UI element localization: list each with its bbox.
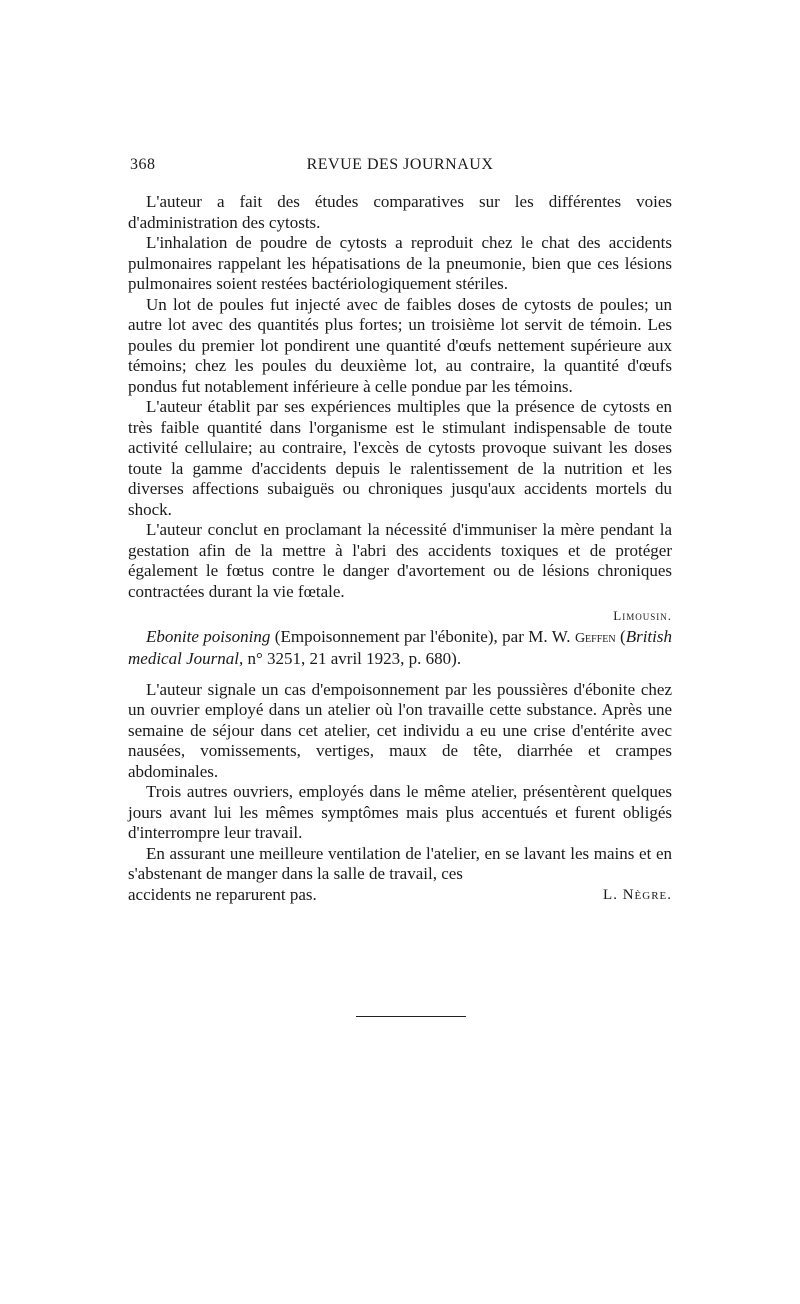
closing-line bbox=[128, 885, 672, 906]
page-number: 368 bbox=[130, 156, 156, 173]
review-ebonite bbox=[128, 627, 672, 906]
article-title: Ebonite poisoning bbox=[146, 626, 271, 646]
page-header bbox=[130, 156, 670, 180]
citation-details: n° 3251, 21 avril 1923, p. 680). bbox=[243, 649, 462, 668]
article-author: Geffen bbox=[574, 630, 616, 646]
paragraph: L'auteur conclut en proclamant la nécessité d'immuniser la mère pendant la gestation afin de la mettre à l'abri des accidents toxiques et de protéger également le fœtus contre le danger d'avortement ou de lésions chroniques contractées durant la vie fœtale. bbox=[128, 520, 672, 601]
review-cytosts bbox=[128, 192, 672, 627]
bibliographic-citation bbox=[128, 627, 672, 670]
article-body bbox=[128, 192, 672, 905]
journal-name: British medical Journal, bbox=[128, 626, 672, 668]
paragraph: En assurant une meilleure ventilation de l'atelier, en se lavant les mains et en s'abstenant de manger dans la salle de travail, ces bbox=[128, 843, 672, 883]
paragraph: L'auteur établit par ses expériences multiples que la présence de cytosts en très faible quantité dans l'organisme est le stimulant indispensable de toute activité cellulaire; au contraire, l'excès de cytosts provoque suivant les doses toute la gamme d'accidents depuis le ralentissement de la nutrition et les diverses affections subaiguës ou chroniques jusqu'aux accidents mortels du shock. bbox=[128, 397, 672, 519]
running-title: REVUE DES JOURNAUX bbox=[306, 156, 494, 173]
review-signature: L. Nègre. bbox=[603, 886, 672, 903]
citation-paren: ( bbox=[615, 626, 626, 646]
paragraph: Trois autres ouvriers, employés dans le même atelier, présentèrent quelques jours avant lui les mêmes symptômes mais plus accentués et furent obligés d'interrompre leur travail. bbox=[128, 782, 672, 842]
paragraph: Un lot de poules fut injecté avec de faibles doses de cytosts de poules; un autre lot avec des quantités plus fortes; un troisième lot servit de témoin. Les poules du premier lot pondirent une quantité d'œufs nettement supérieure aux témoins; chez les poules du deuxième lot, au contraire, la quantité d'œufs pondus fut notablement inférieure à celle pondue par les témoins. bbox=[128, 294, 672, 396]
paragraph: L'auteur a fait des études comparatives sur les différentes voies d'administration des cytosts. bbox=[128, 192, 672, 232]
review-signature: Limousin. bbox=[613, 608, 672, 623]
closing-text: accidents ne reparurent pas. bbox=[128, 884, 317, 904]
paragraph: L'auteur signale un cas d'empoisonnement par les poussières d'ébonite chez un ouvrier employé dans un atelier où l'on travaille cette substance. Après une semaine de séjour dans cet atelier, cet individu a eu une crise d'entérite avec nausées, vomissements, vertiges, maux de tête, diarrhée et crampes abdominales. bbox=[128, 679, 672, 781]
section-divider bbox=[356, 1016, 466, 1017]
paragraph: L'inhalation de poudre de cytosts a reproduit chez le chat des accidents pulmonaires rappelant les hépatisations de la pneumonie, bien que ces lésions pulmonaires soient restées bactériologiquement stériles. bbox=[128, 233, 672, 293]
article-translation: (Empoisonnement par l'ébonite), par M. W. bbox=[270, 626, 575, 646]
